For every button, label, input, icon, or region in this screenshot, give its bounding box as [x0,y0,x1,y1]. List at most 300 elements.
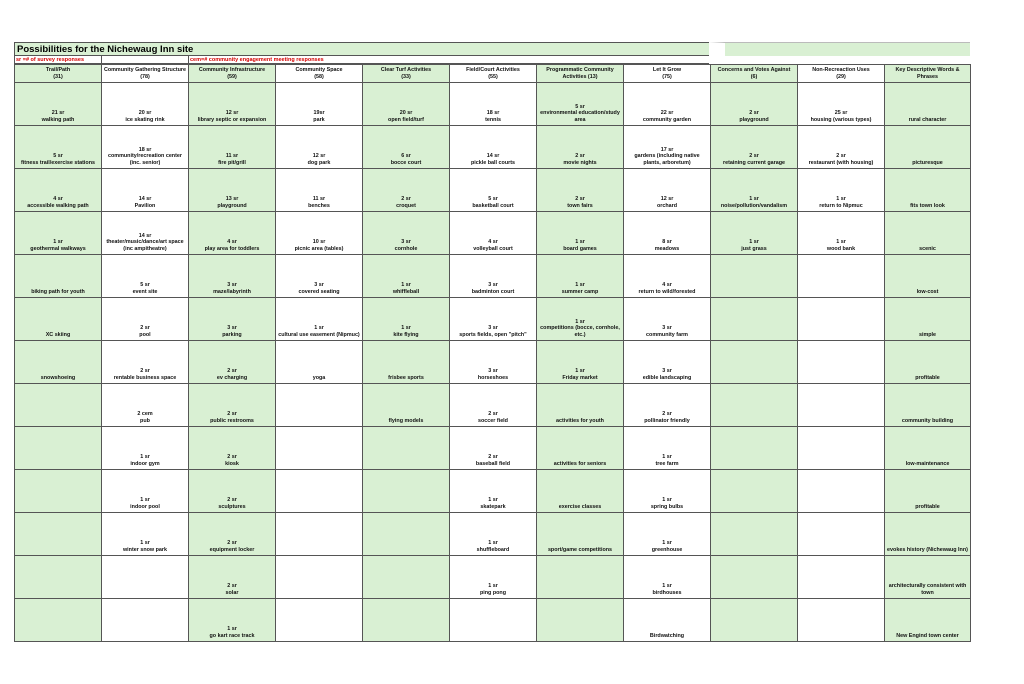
table-cell[interactable] [363,255,450,298]
cell-count: 3 sr [488,325,498,331]
cell-label: environmental education/study area [540,110,620,123]
table-cell[interactable] [711,255,798,298]
table-cell[interactable] [189,384,276,427]
cell-label: greenhouse [651,546,683,553]
table-cell[interactable] [624,599,711,642]
table-cell[interactable] [276,384,363,427]
cell-label: solar [225,589,239,596]
table-cell[interactable] [885,255,971,298]
cell-count: 4 sr [662,282,672,288]
cell-label: rural character [908,116,947,123]
table-cell[interactable] [102,427,189,470]
column-header-count: (75) [662,73,672,80]
table-cell[interactable] [711,384,798,427]
cell-label: indoor pool [130,503,160,510]
table-cell[interactable] [276,83,363,126]
table-cell[interactable] [624,341,711,384]
table-cell[interactable] [624,513,711,556]
column-header-name: Field/Court Activities [466,67,520,73]
cell-label: Birdwatching [649,632,685,639]
cell-label: restaurant (with housing) [808,159,874,166]
cell-label: public restrooms [210,417,254,424]
table-body [15,83,971,642]
cell-count: 2 sr [575,153,585,159]
table-cell[interactable] [624,126,711,169]
column-header-count: (31) [53,73,63,80]
column-header-count: (58) [314,73,324,80]
table-cell[interactable] [363,298,450,341]
cell-count: 4 sr [53,196,63,202]
table-cell[interactable] [885,427,971,470]
column-header[interactable] [363,65,450,83]
table-cell[interactable] [15,212,102,255]
table-cell[interactable] [363,470,450,513]
column-header[interactable] [537,65,624,83]
cell-count: 19sr [313,110,325,116]
cell-count: 11 sr [225,153,239,159]
cell-label: meadows [654,245,680,252]
spreadsheet [14,42,970,642]
table-cell[interactable] [450,83,537,126]
table-cell[interactable] [798,126,885,169]
cell-label: theater/music/dance/art space (inc ampitheatre) [106,239,184,252]
cell-label: community/recreation center (inc. senior) [108,153,182,166]
cell-label: open field/turf [388,116,424,123]
table-cell[interactable] [537,513,624,556]
cell-label: sculptures [218,503,246,510]
cell-label: library septic or expansion [197,116,267,123]
cell-label: snowshoeing [40,374,76,381]
table-cell[interactable] [276,556,363,599]
table-cell[interactable] [450,212,537,255]
cell-count: 1 sr [836,239,846,245]
table-cell[interactable] [276,513,363,556]
cell-label: rentable business space [113,374,177,381]
legend-cem[interactable]: cem=# community engagement meeting responses [188,56,709,64]
column-header[interactable] [189,65,276,83]
cell-count: 1 sr [575,368,585,374]
cell-count: 3 sr [314,282,324,288]
table-cell[interactable] [102,599,189,642]
table-cell[interactable] [15,470,102,513]
cell-count: 5 sr [488,196,498,202]
table-row [15,212,971,255]
cell-count: 18 sr [486,110,500,116]
table-cell[interactable] [798,255,885,298]
cell-label: ice skating rink [125,116,165,123]
table-cell[interactable] [798,384,885,427]
table-cell[interactable] [189,83,276,126]
table-cell[interactable] [885,513,971,556]
cell-label: Pavilion [134,202,156,209]
cell-label: activities for youth [556,417,604,424]
table-cell[interactable] [189,599,276,642]
cell-label: soccer field [478,417,508,424]
cell-label: exercise classes [558,503,602,510]
cell-label: pickle ball courts [470,159,516,166]
table-cell[interactable] [15,556,102,599]
cell-count: 1 sr [401,282,411,288]
table-cell[interactable] [450,384,537,427]
cell-label: community building [901,417,954,424]
table-cell[interactable] [102,470,189,513]
cell-label: sport/game competitions [547,546,613,553]
table-cell[interactable] [363,169,450,212]
table-cell[interactable] [450,599,537,642]
table-cell[interactable] [798,341,885,384]
table-cell[interactable] [363,513,450,556]
table-cell[interactable] [798,513,885,556]
cell-count: 1 sr [662,454,672,460]
table-cell[interactable] [537,341,624,384]
table-cell[interactable] [15,513,102,556]
table-cell[interactable] [711,169,798,212]
cell-count: 2 sr [749,153,759,159]
column-header-count: (55) [488,73,498,80]
cell-label: noise/pollution/vandalism [720,202,788,209]
table-cell[interactable] [15,599,102,642]
table-cell[interactable] [276,599,363,642]
table-cell[interactable] [537,212,624,255]
table-cell[interactable] [798,298,885,341]
table-cell[interactable] [15,427,102,470]
table-row [15,427,971,470]
cell-label: summer camp [561,288,599,295]
table-cell[interactable] [276,212,363,255]
table-cell[interactable] [885,83,971,126]
table-cell[interactable] [102,298,189,341]
table-cell[interactable] [15,341,102,384]
cell-count: 1 sr [836,196,846,202]
cell-label: sports fields, open "pitch" [459,331,527,338]
table-cell[interactable] [624,556,711,599]
table-cell[interactable] [624,212,711,255]
legend-sr[interactable]: sr =# of survey responses [14,56,101,64]
table-cell[interactable] [189,470,276,513]
table-cell[interactable] [537,255,624,298]
table-cell[interactable] [363,83,450,126]
column-header-count: (33) [401,73,411,80]
cell-count: 3 sr [227,325,237,331]
table-cell[interactable] [624,470,711,513]
cell-count: 2 sr [575,196,585,202]
table-cell[interactable] [798,169,885,212]
table-cell[interactable] [798,427,885,470]
cell-label: return to wild/forested [638,288,696,295]
table-cell[interactable] [450,255,537,298]
table-cell[interactable] [798,599,885,642]
cell-count: 14 sr [486,153,500,159]
cell-count: 21 sr [51,110,65,116]
table-cell[interactable] [276,341,363,384]
table-cell[interactable] [624,384,711,427]
table-cell[interactable] [276,427,363,470]
table-cell[interactable] [450,126,537,169]
column-header-name: Let It Grow [652,67,682,73]
column-header[interactable] [798,65,885,83]
table-cell[interactable] [711,83,798,126]
table-cell[interactable] [885,384,971,427]
table-cell[interactable] [450,556,537,599]
cell-count: 1 sr [575,239,585,245]
cell-label: flying models [388,417,424,424]
table-cell[interactable] [363,126,450,169]
cell-label: low-maintenance [905,460,950,467]
cell-count: 4 sr [488,239,498,245]
cell-count: 1 sr [575,282,585,288]
title-row [14,42,970,56]
table-cell[interactable] [276,169,363,212]
table-cell[interactable] [102,83,189,126]
table-cell[interactable] [189,427,276,470]
table-row [15,341,971,384]
table-cell[interactable] [15,298,102,341]
cell-label: accessible walking path [27,202,89,209]
table-cell[interactable] [711,599,798,642]
column-header[interactable] [15,65,102,83]
table-cell[interactable] [537,83,624,126]
cell-count: 13 sr [225,196,239,202]
table-cell[interactable] [276,470,363,513]
table-cell[interactable] [537,470,624,513]
table-cell[interactable] [102,169,189,212]
cell-count: 3 sr [227,282,237,288]
table-cell[interactable] [537,556,624,599]
cell-count: 8 sr [662,239,672,245]
cell-count: 12 sr [660,196,674,202]
cell-label: playground [217,202,247,209]
table-cell[interactable] [624,169,711,212]
table-cell[interactable] [798,212,885,255]
table-cell[interactable] [276,255,363,298]
cell-label: maze/labyrinth [213,288,251,295]
table-cell[interactable] [537,599,624,642]
table-cell[interactable] [624,427,711,470]
column-header[interactable] [711,65,798,83]
table-cell[interactable] [537,298,624,341]
cell-count: 1 sr [140,454,150,460]
cell-count: 1 sr [140,540,150,546]
cell-label: frisbee sports [388,374,424,381]
legend-row [14,56,970,64]
cell-count: 1 sr [662,583,672,589]
table-cell[interactable] [189,513,276,556]
table-cell[interactable] [537,126,624,169]
cell-label: cultural use easement (Nipmuc) [278,331,360,338]
cell-label: skatepark [480,503,506,510]
table-cell[interactable] [537,384,624,427]
cell-count: 1 sr [488,583,498,589]
table-cell[interactable] [885,470,971,513]
table-cell[interactable] [102,341,189,384]
cell-label: covered seating [298,288,340,295]
table-cell[interactable] [189,556,276,599]
table-cell[interactable] [885,169,971,212]
legend-blank[interactable] [101,56,188,64]
table-cell[interactable] [711,513,798,556]
cell-label: biking path for youth [31,288,85,295]
table-cell[interactable] [15,169,102,212]
cell-label: birdhouses [652,589,682,596]
table-row [15,599,971,642]
table-row [15,470,971,513]
cell-label: baseball field [475,460,511,467]
table-cell[interactable] [363,341,450,384]
table-cell[interactable] [102,513,189,556]
table-cell[interactable] [885,599,971,642]
cell-count: 14 sr [138,232,152,239]
cell-label: whiffleball [392,288,420,295]
cell-count: 18 sr [138,146,152,153]
cell-count: 20 sr [138,110,152,116]
table-cell[interactable] [450,169,537,212]
cell-count: 2 sr [227,454,237,460]
table-cell[interactable] [885,298,971,341]
cell-count: 14 sr [138,196,152,202]
cell-count: 2 sr [227,368,237,374]
cell-count: 3 sr [488,282,498,288]
table-cell[interactable] [363,556,450,599]
table-cell[interactable] [15,126,102,169]
table-cell[interactable] [189,212,276,255]
table-row [15,556,971,599]
column-header[interactable] [102,65,189,83]
table-cell[interactable] [363,427,450,470]
cell-count: 3 sr [488,368,498,374]
cell-label: simple [918,331,937,338]
cell-count: 2 sr [488,411,498,417]
column-header-name: Community Gathering Structure (78) [103,67,187,80]
table-cell[interactable] [102,384,189,427]
column-header-count: (29) [836,73,846,80]
cell-label: parking [222,331,242,338]
cell-label: evokes history (Nichewaug Inn) [887,546,968,553]
table-cell[interactable] [276,298,363,341]
cell-label: basketball court [472,202,514,209]
table-cell[interactable] [450,341,537,384]
table-row [15,298,971,341]
cell-label: tree farm [655,460,679,467]
table-cell[interactable] [102,212,189,255]
cell-count: 20 sr [399,110,413,116]
table-cell[interactable] [798,83,885,126]
cell-label: walking path [41,116,75,123]
table-cell[interactable] [711,341,798,384]
table-cell[interactable] [537,427,624,470]
cell-label: croquet [396,202,416,209]
table-cell[interactable] [363,384,450,427]
table-cell[interactable] [798,556,885,599]
cell-count: 1 sr [575,318,585,325]
table-cell[interactable] [15,255,102,298]
cell-label: play area for toddlers [204,245,260,252]
cell-count: 2 sr [227,497,237,503]
column-header[interactable] [276,65,363,83]
cell-label: Friday market [562,374,598,381]
title-fill-cell[interactable] [709,42,970,56]
cell-count: 1 sr [53,239,63,245]
table-cell[interactable] [102,126,189,169]
cell-count: 1 sr [314,325,324,331]
cell-count: 2 sr [836,153,846,159]
table-cell[interactable] [102,556,189,599]
table-cell[interactable] [885,556,971,599]
table-cell[interactable] [711,470,798,513]
cell-count: 1 sr [140,497,150,503]
table-cell[interactable] [450,298,537,341]
column-header[interactable] [885,65,971,83]
table-cell[interactable] [885,126,971,169]
table-cell[interactable] [624,298,711,341]
table-cell[interactable] [711,556,798,599]
table-cell[interactable] [450,427,537,470]
cell-label: badminton court [471,288,515,295]
cell-label: fitness trail/exercise stations [20,159,95,166]
cell-count: 1 sr [662,497,672,503]
table-cell[interactable] [624,255,711,298]
column-header[interactable] [450,65,537,83]
table-cell[interactable] [624,83,711,126]
cell-label: scenic [919,245,936,252]
table-cell[interactable] [363,212,450,255]
cell-count: 5 sr [575,103,585,110]
cell-label: gardens (including native plants, arboretum) [634,153,700,166]
table-cell[interactable] [711,298,798,341]
cell-label: New Engind town center [896,632,959,639]
table-cell[interactable] [885,341,971,384]
cell-label: low-cost [916,288,939,295]
table-cell[interactable] [276,126,363,169]
sheet-title[interactable]: Possibilities for the Nichewaug Inn site [14,42,709,56]
column-header-name: Key Descriptive Words & Phrases [895,67,960,80]
table-cell[interactable] [189,255,276,298]
column-header-name: Non-Recreaction Uses [812,67,870,73]
table-cell[interactable] [15,384,102,427]
cell-label: equipment locker [209,546,255,553]
table-cell[interactable] [798,470,885,513]
table-cell[interactable] [537,169,624,212]
column-header-name: Trail/Path [45,67,71,73]
cell-count: 2 sr [488,454,498,460]
table-cell[interactable] [189,341,276,384]
table-row [15,255,971,298]
table-cell[interactable] [711,212,798,255]
table-cell[interactable] [102,255,189,298]
table-cell[interactable] [363,599,450,642]
table-cell[interactable] [189,298,276,341]
table-row [15,513,971,556]
cell-count: 2 sr [227,540,237,546]
cell-count: 12 sr [225,110,239,116]
table-cell[interactable] [711,427,798,470]
table-cell[interactable] [189,126,276,169]
cell-count: 2 cem [137,411,153,417]
column-header-count: (59) [227,73,237,80]
cell-count: 22 sr [660,110,674,116]
table-cell[interactable] [885,212,971,255]
cell-count: 2 sr [140,325,150,331]
table-cell[interactable] [15,83,102,126]
cell-count: 17 sr [660,146,674,153]
table-cell[interactable] [450,470,537,513]
table-cell[interactable] [189,169,276,212]
table-cell[interactable] [711,126,798,169]
cell-label: retaining current garage [722,159,785,166]
table-cell[interactable] [450,513,537,556]
cell-label: just grass [741,245,767,252]
cell-label: wood bank [826,245,856,252]
column-header[interactable] [624,65,711,83]
